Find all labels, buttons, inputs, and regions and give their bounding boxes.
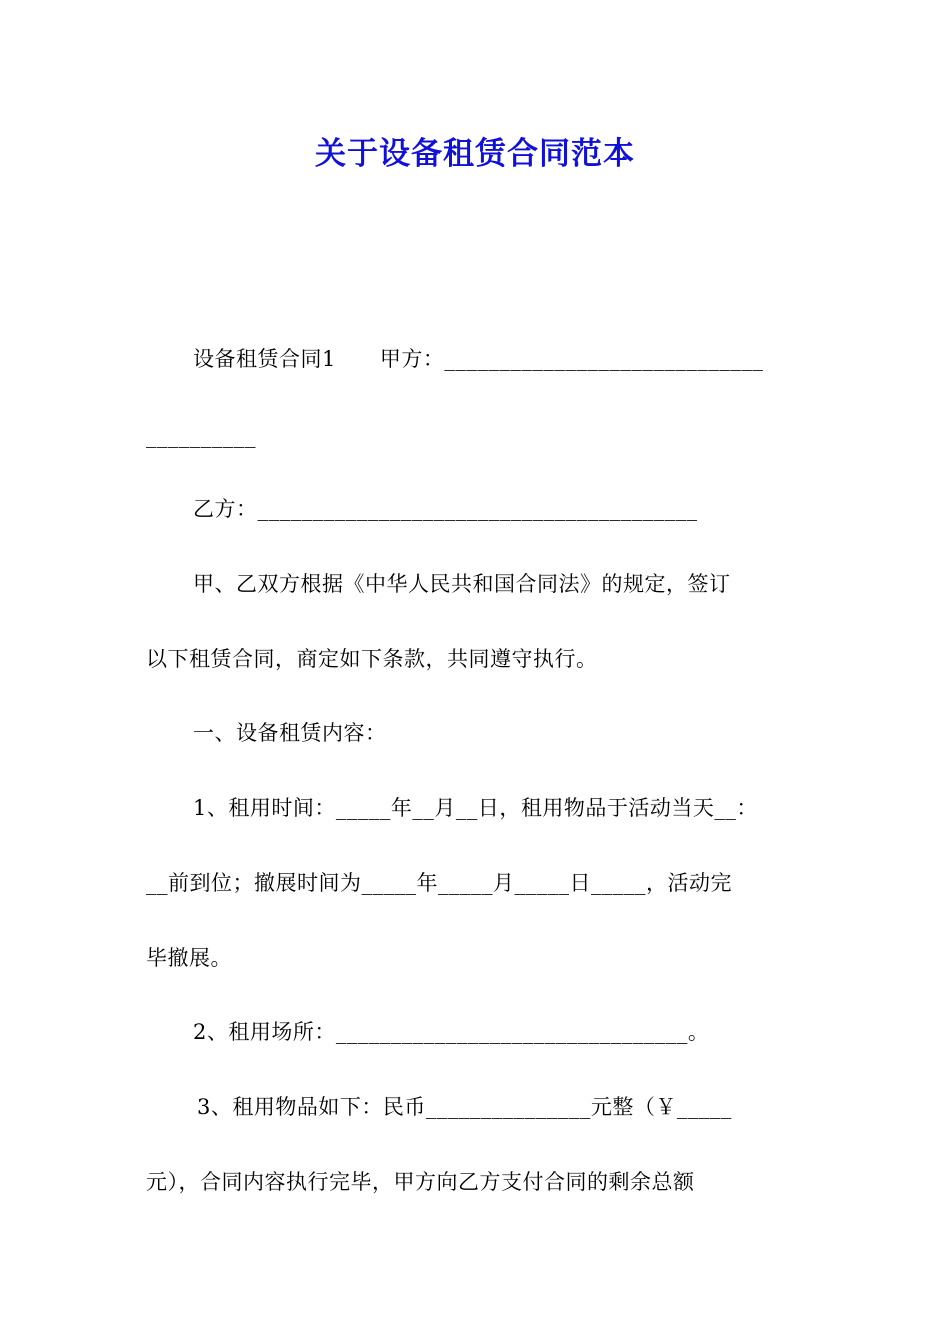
document-title: 关于设备租赁合同范本 bbox=[315, 136, 635, 172]
rental-time-line-2: __前到位；撤展时间为_____年_____月_____日_____，活动完 bbox=[146, 871, 732, 895]
contract-header-line bbox=[193, 344, 763, 374]
rental-time-line-3: 毕撤展。 bbox=[146, 946, 232, 970]
rental-goods-line-1: 3、租用物品如下：民币_______________元整（￥_____ bbox=[197, 1095, 732, 1119]
contract-label: 设备租赁合同1 bbox=[193, 347, 336, 371]
party-a-field: 甲方：_____________________________ bbox=[379, 347, 764, 371]
rental-time-line-1: 1、租用时间：_____年__月__日，租用物品于活动当天__： bbox=[193, 796, 758, 820]
section-heading-1: 一、设备租赁内容： bbox=[193, 721, 387, 745]
party-a-field-continued: __________ bbox=[146, 424, 256, 448]
intro-paragraph-line-2: 以下租赁合同，商定如下条款，共同遵守执行。 bbox=[146, 647, 598, 671]
rental-place-line: 2、租用场所：________________________________。 bbox=[193, 1020, 710, 1044]
party-b-field: 乙方：________________________________________ bbox=[193, 497, 698, 521]
intro-paragraph-line-1: 甲、乙双方根据《中华人民共和国合同法》的规定，签订 bbox=[193, 572, 731, 596]
rental-goods-line-2: 元），合同内容执行完毕，甲方向乙方支付合同的剩余总额 bbox=[146, 1170, 695, 1194]
